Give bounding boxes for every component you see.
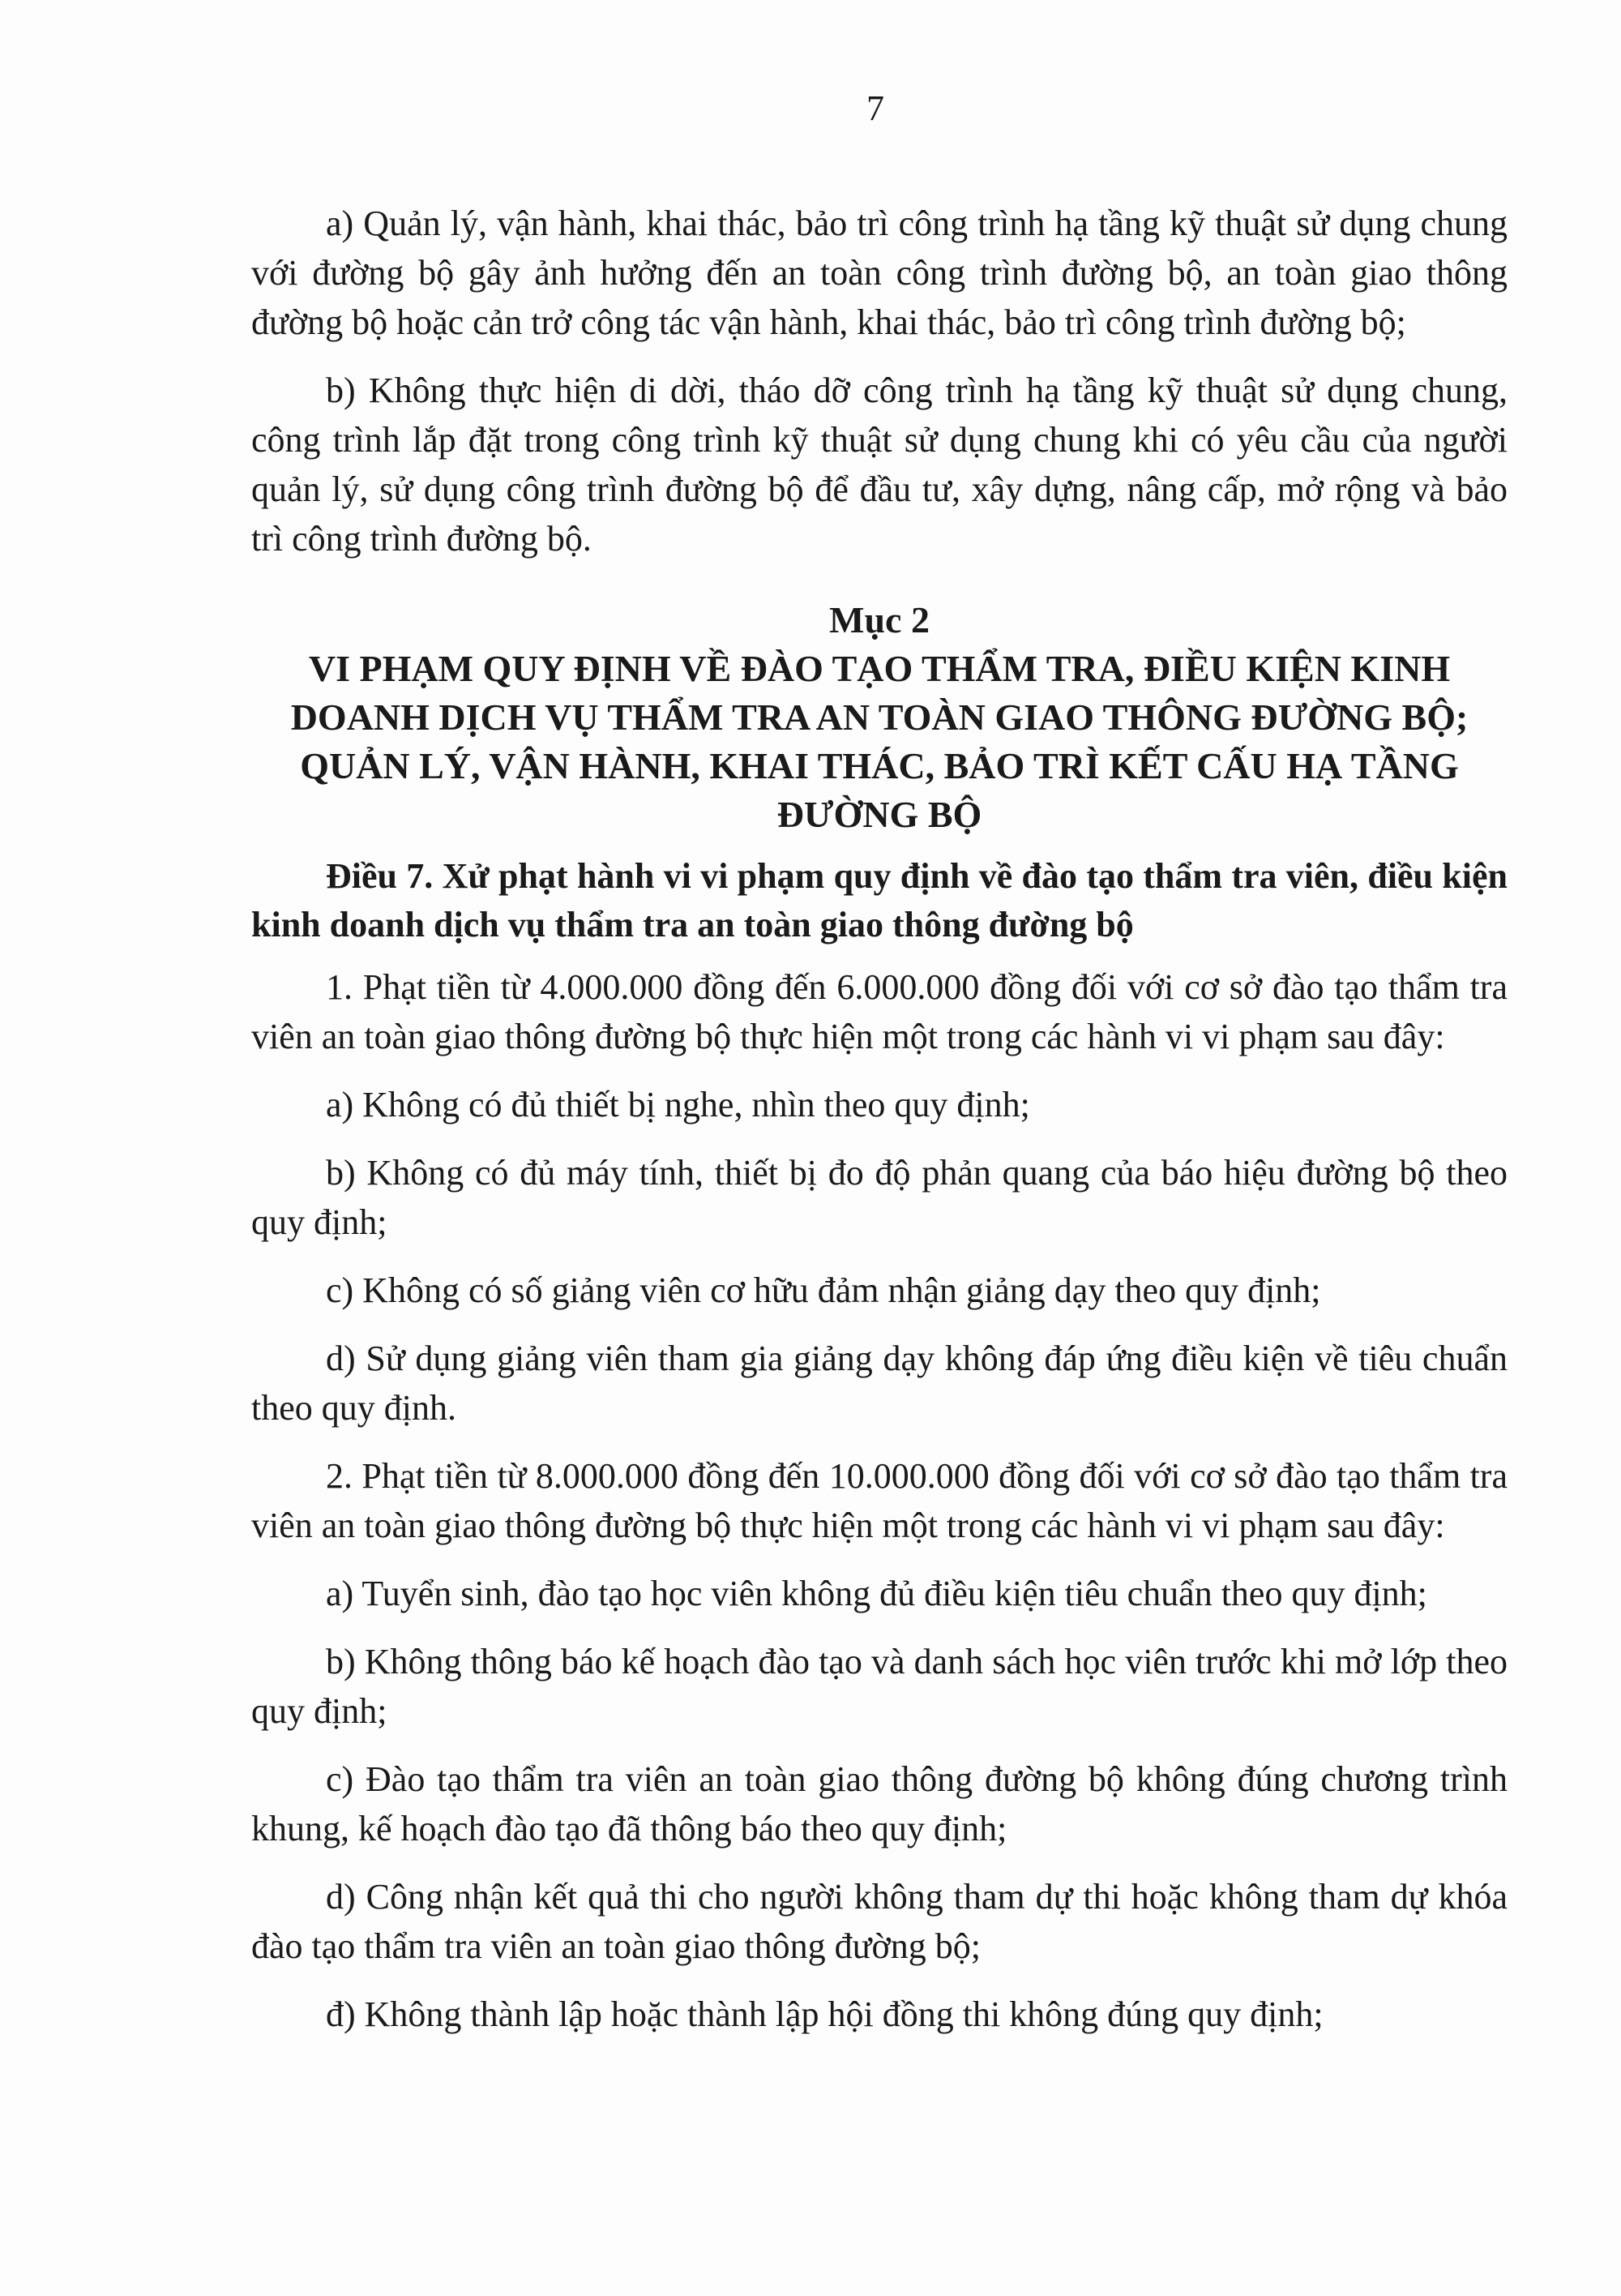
paragraph: a) Quản lý, vận hành, khai thác, bảo trì công trình hạ tầng kỹ thuật sử dụng chung với đường bộ gây ảnh hưởng đến an toàn công trình đường bộ, an toàn giao thông đường bộ hoặc cản trở công tác vận hành, khai thác, bảo trì công trình đường bộ;: [251, 203, 1508, 342]
paragraph: b) Không thực hiện di dời, tháo dỡ công trình hạ tầng kỹ thuật sử dụng chung, công trình lắp đặt trong công trình kỹ thuật sử dụng chung khi có yêu cầu của người quản lý, sử dụng công trình đường bộ để đầu tư, xây dựng, nâng cấp, mở rộng và bảo trì công trình đường bộ.: [251, 371, 1508, 559]
section-title-line: ĐƯỜNG BỘ: [776, 794, 982, 835]
article-title: Điều 7. Xử phạt hành vi vi phạm quy định về đào tạo thẩm tra viên, điều kiện kinh doanh dịch vụ thẩm tra an toàn giao thông đường bộ: [251, 856, 1508, 945]
section-title-line: DOANH DỊCH VỤ THẨM TRA AN TOÀN GIAO THÔNG ĐƯỜNG BỘ;: [290, 696, 1469, 738]
paragraph: b) Không có đủ máy tính, thiết bị đo độ phản quang của báo hiệu đường bộ theo quy định;: [251, 1153, 1508, 1242]
paragraph: c) Không có số giảng viên cơ hữu đảm nhận giảng dạy theo quy định;: [326, 1270, 1321, 1310]
paragraph: d) Sử dụng giảng viên tham gia giảng dạy không đáp ứng điều kiện về tiêu chuẩn theo quy định.: [251, 1339, 1508, 1428]
section-title-line: QUẢN LÝ, VẬN HÀNH, KHAI THÁC, BẢO TRÌ KẾT CẤU HẠ TẦNG: [300, 745, 1459, 786]
paragraph: d) Công nhận kết quả thi cho người không tham dự thi hoặc không tham dự khóa đào tạo thẩm tra viên an toàn giao thông đường bộ;: [251, 1877, 1508, 1966]
paragraph: b) Không thông báo kế hoạch đào tạo và danh sách học viên trước khi mở lớp theo quy định;: [251, 1642, 1508, 1731]
paragraph: 1. Phạt tiền từ 4.000.000 đồng đến 6.000.000 đồng đối với cơ sở đào tạo thẩm tra viên an toàn giao thông đường bộ thực hiện một trong các hành vi vi phạm sau đây:: [251, 967, 1508, 1056]
paragraph: a) Không có đủ thiết bị nghe, nhìn theo quy định;: [326, 1085, 1030, 1124]
paragraph: a) Tuyển sinh, đào tạo học viên không đủ điều kiện tiêu chuẩn theo quy định;: [326, 1574, 1427, 1613]
section-heading: [251, 596, 1508, 839]
page-number: 7: [866, 88, 884, 128]
paragraph: c) Đào tạo thẩm tra viên an toàn giao thông đường bộ không đúng chương trình khung, kế hoạch đào tạo đã thông báo theo quy định;: [251, 1759, 1508, 1848]
document-body: [251, 199, 1508, 2058]
section-label: Mục 2: [829, 599, 930, 640]
paragraph: đ) Không thành lập hoặc thành lập hội đồng thi không đúng quy định;: [326, 1994, 1324, 2034]
section-title-line: VI PHẠM QUY ĐỊNH VỀ ĐÀO TẠO THẨM TRA, ĐIỀU KIỆN KINH: [308, 648, 1451, 689]
paragraph: 2. Phạt tiền từ 8.000.000 đồng đến 10.000.000 đồng đối với cơ sở đào tạo thẩm tra viên an toàn giao thông đường bộ thực hiện một trong các hành vi vi phạm sau đây:: [251, 1456, 1508, 1545]
